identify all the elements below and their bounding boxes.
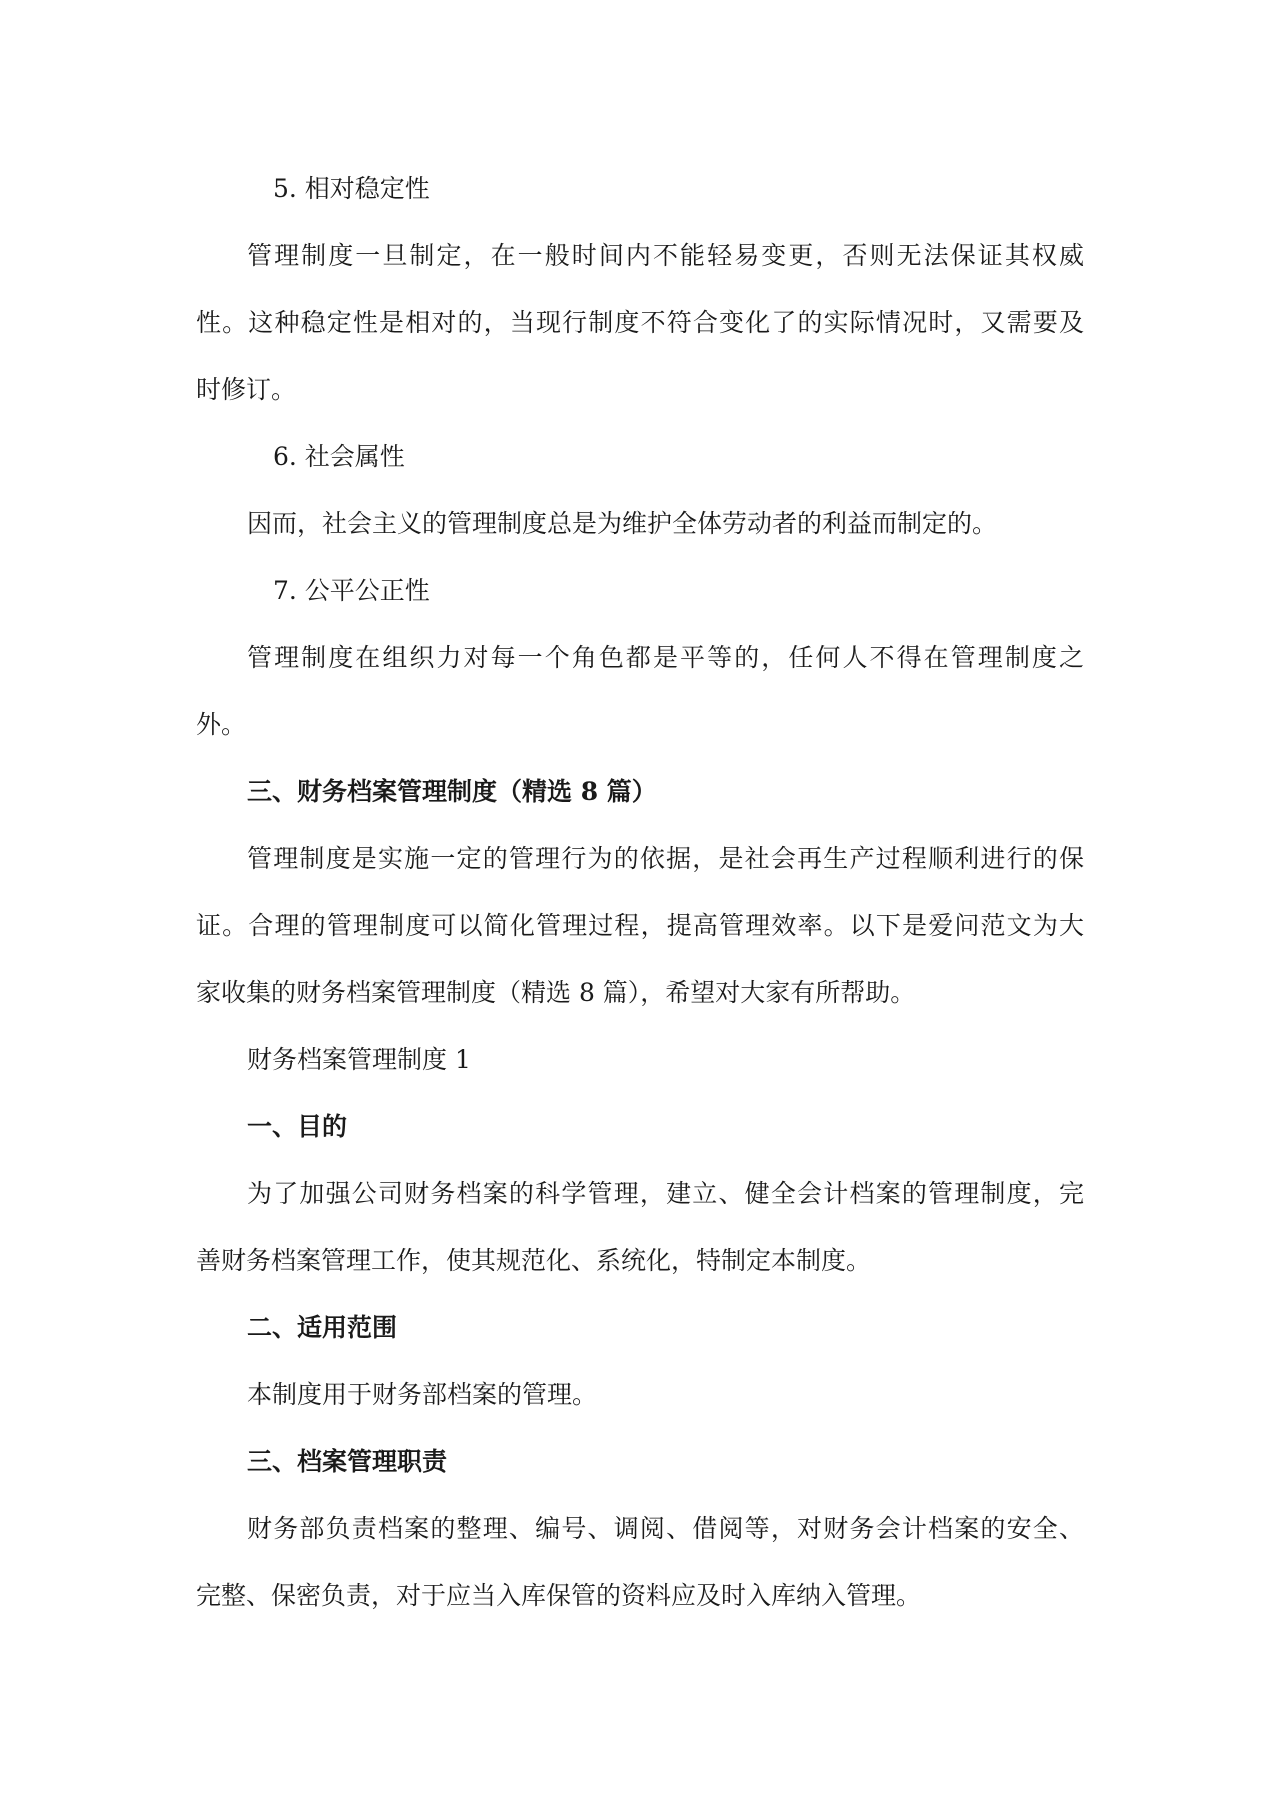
scope-paragraph [196, 1378, 1084, 1412]
text-line: 管理制度在组织力对每一个角色都是平等的，任何人不得在管理制度之 [247, 643, 1084, 672]
text-line: 管理制度是实施一定的管理行为的依据，是社会再生产过程顺利进行的保 [247, 844, 1084, 873]
part-3-heading: 三、财务档案管理制度（精选 8 篇） [247, 777, 657, 806]
section-7-paragraph [196, 641, 1084, 742]
text-line: 外。 [196, 710, 247, 739]
section-6-paragraph [196, 507, 1084, 541]
text-line: 财务部负责档案的整理、编号、调阅、借阅等，对财务会计档案的安全、 [247, 1514, 1084, 1543]
section-5-paragraph [196, 239, 1084, 407]
duty-heading: 三、档案管理职责 [247, 1447, 448, 1476]
section-7-heading: 7. 公平公正性 [273, 576, 430, 605]
doc-1-title: 财务档案管理制度 1 [247, 1045, 471, 1074]
scope-heading: 二、适用范围 [247, 1313, 398, 1342]
text-line: 本制度用于财务部档案的管理。 [247, 1380, 598, 1409]
text-line: 家收集的财务档案管理制度（精选 8 篇），希望对大家有所帮助。 [196, 978, 916, 1007]
part-3-intro-paragraph [196, 842, 1084, 1010]
purpose-heading: 一、目的 [247, 1112, 348, 1141]
text-line: 因而，社会主义的管理制度总是为维护全体劳动者的利益而制定的。 [247, 509, 998, 538]
section-5-heading: 5. 相对稳定性 [273, 174, 430, 203]
text-line: 管理制度一旦制定，在一般时间内不能轻易变更，否则无法保证其权威 [247, 241, 1084, 270]
purpose-paragraph [196, 1177, 1084, 1278]
duty-paragraph [196, 1512, 1084, 1613]
text-line: 时修订。 [196, 375, 297, 404]
text-line: 证。合理的管理制度可以简化管理过程，提高管理效率。以下是爱问范文为大 [196, 911, 1084, 940]
text-line: 为了加强公司财务档案的科学管理，建立、健全会计档案的管理制度，完 [247, 1179, 1084, 1208]
text-line: 性。这种稳定性是相对的，当现行制度不符合变化了的实际情况时，又需要及 [196, 308, 1084, 337]
text-line: 完整、保密负责，对于应当入库保管的资料应及时入库纳入管理。 [196, 1581, 922, 1610]
text-line: 善财务档案管理工作，使其规范化、系统化，特制定本制度。 [196, 1246, 872, 1275]
section-6-heading: 6. 社会属性 [273, 442, 405, 471]
